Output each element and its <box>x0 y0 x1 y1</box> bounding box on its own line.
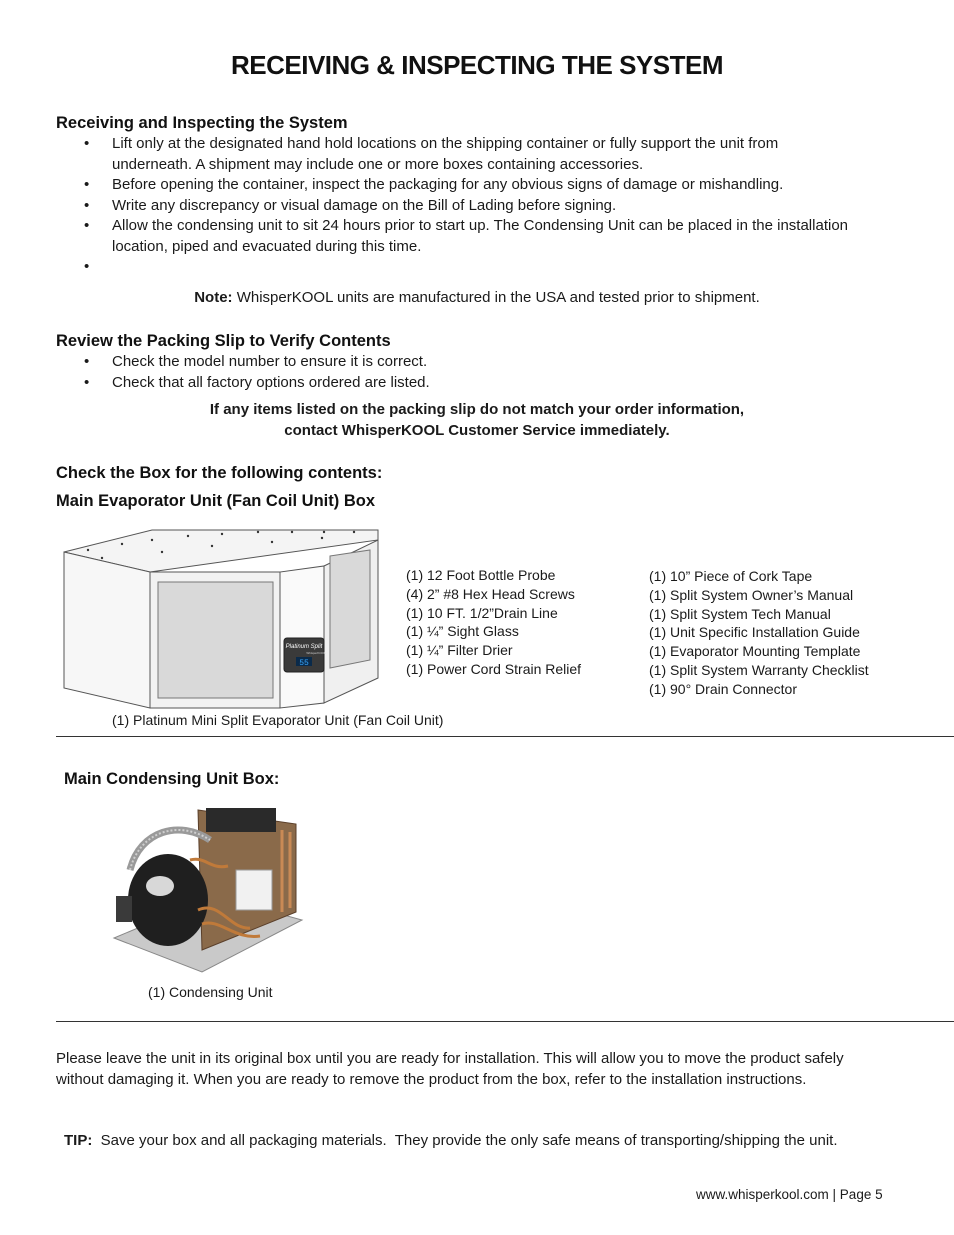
list-item: (1) Split System Warranty Checklist <box>649 661 869 678</box>
bullet-icon: • <box>84 217 90 234</box>
list-item: (4) 2” #8 Hex Head Screws <box>406 585 575 602</box>
list-item <box>56 352 856 373</box>
note-line <box>0 288 954 309</box>
list-item <box>56 134 856 175</box>
section-heading-box-contents: Check the Box for the following contents: <box>56 464 383 482</box>
condensing-unit-photo <box>110 800 306 976</box>
bullet-text: Before opening the container, inspect the packaging for any obvious signs of damage or mishandling. <box>112 176 784 193</box>
list-item: (1) ¼” Filter Drier <box>406 642 513 659</box>
section-subheading-evaporator-box: Main Evaporator Unit (Fan Coil Unit) Box <box>56 492 376 510</box>
list-item: (1) 90° Drain Connector <box>649 680 797 697</box>
closing-paragraph: Please leave the unit in its original box until you are ready for installation. This will allow you to move the product safely without damaging it. When you are ready to remove the product from the box, refer to the installation instructions. <box>56 1050 844 1088</box>
warning-line-2: contact WhisperKOOL Customer Service immediately. <box>284 422 670 439</box>
evaporator-side-face <box>64 552 150 708</box>
section-heading-packing-slip: Review the Packing Slip to Verify Contents <box>56 332 391 350</box>
bullet-icon: • <box>84 176 90 193</box>
list-item <box>56 257 856 278</box>
tip-label: TIP: <box>64 1132 93 1149</box>
evaporator-filter-grille <box>158 582 273 698</box>
list-item: (1) 10” Piece of Cork Tape <box>649 568 813 584</box>
list-item: (1) 12 Foot Bottle Probe <box>406 567 556 583</box>
page-footer: www.whisperkool.com | Page 5 <box>696 1187 883 1202</box>
list-item: (1) Unit Specific Installation Guide <box>649 624 860 641</box>
page-title: RECEIVING & INSPECTING THE SYSTEM <box>230 50 723 80</box>
bullet-icon: • <box>84 373 90 391</box>
bullet-text: Write any discrepancy or visual damage on the Bill of Lading before signing. <box>112 196 617 214</box>
bullet-text: Allow the condensing unit to sit 24 hours prior to start up. The Condensing Unit can be placed in the installation location, piped and evacuated during this time. <box>112 217 849 255</box>
divider <box>56 736 954 737</box>
compressor-label <box>146 876 174 896</box>
section-heading-condensing-box: Main Condensing Unit Box: <box>64 770 280 788</box>
bullet-icon: • <box>84 196 90 214</box>
list-item <box>56 175 856 196</box>
evaporator-contents-list-1 <box>406 566 581 679</box>
tip-text: Save your box and all packaging materials. They provide the only safe means of transporting/shipping the unit. <box>92 1132 838 1149</box>
list-item: (1) 10 FT. 1/2”Drain Line <box>406 604 558 621</box>
list-item: (1) Power Cord Strain Relief <box>406 660 582 677</box>
bullet-icon: • <box>84 258 90 275</box>
bullet-text: Check that all factory options ordered are listed. <box>112 373 430 391</box>
controller-display-value: 55 <box>299 659 309 668</box>
divider <box>56 1021 954 1022</box>
list-item: (1) ¼” Sight Glass <box>406 623 519 640</box>
list-item: (1) Split System Tech Manual <box>649 605 831 622</box>
controller-brand: WhisperKOOL <box>306 651 326 655</box>
packing-slip-bullet-list <box>56 352 856 393</box>
bullet-text: Check the model number to ensure it is correct. <box>112 353 428 370</box>
bullet-text: Lift only at the designated hand hold locations on the shipping container or fully support the unit from underneath. A shipment may include one or more boxes containing accessories. <box>112 135 779 173</box>
controller-label: Platinum Split <box>285 644 323 650</box>
spec-label <box>236 870 272 910</box>
list-item <box>56 196 856 217</box>
packing-slip-warning <box>0 399 954 441</box>
electrical-box <box>116 896 132 922</box>
list-item <box>56 373 856 394</box>
note-label: Note: <box>194 289 233 306</box>
evaporator-caption: (1) Platinum Mini Split Evaporator Unit (Fan Coil Unit) <box>112 712 444 728</box>
tip-line <box>64 1131 944 1152</box>
list-item: (1) Evaporator Mounting Template <box>649 643 861 660</box>
list-item: (1) Split System Owner’s Manual <box>649 586 854 603</box>
warning-line-1: If any items listed on the packing slip do not match your order information, <box>209 401 745 418</box>
evaporator-contents-list-2 <box>649 567 869 699</box>
evaporator-vent-grille <box>330 550 370 668</box>
condensing-caption: (1) Condensing Unit <box>148 984 273 1000</box>
section-heading-receiving: Receiving and Inspecting the System <box>56 114 348 132</box>
compressor <box>128 854 208 946</box>
bullet-icon: • <box>84 353 90 370</box>
evaporator-unit-illustration <box>62 528 380 710</box>
list-item <box>56 216 856 257</box>
bullet-icon: • <box>84 135 90 152</box>
evaporator-control-panel <box>280 566 324 708</box>
fan-shroud <box>206 808 276 832</box>
receiving-bullet-list <box>56 134 856 278</box>
note-text: WhisperKOOL units are manufactured in the USA and tested prior to shipment. <box>232 289 760 306</box>
